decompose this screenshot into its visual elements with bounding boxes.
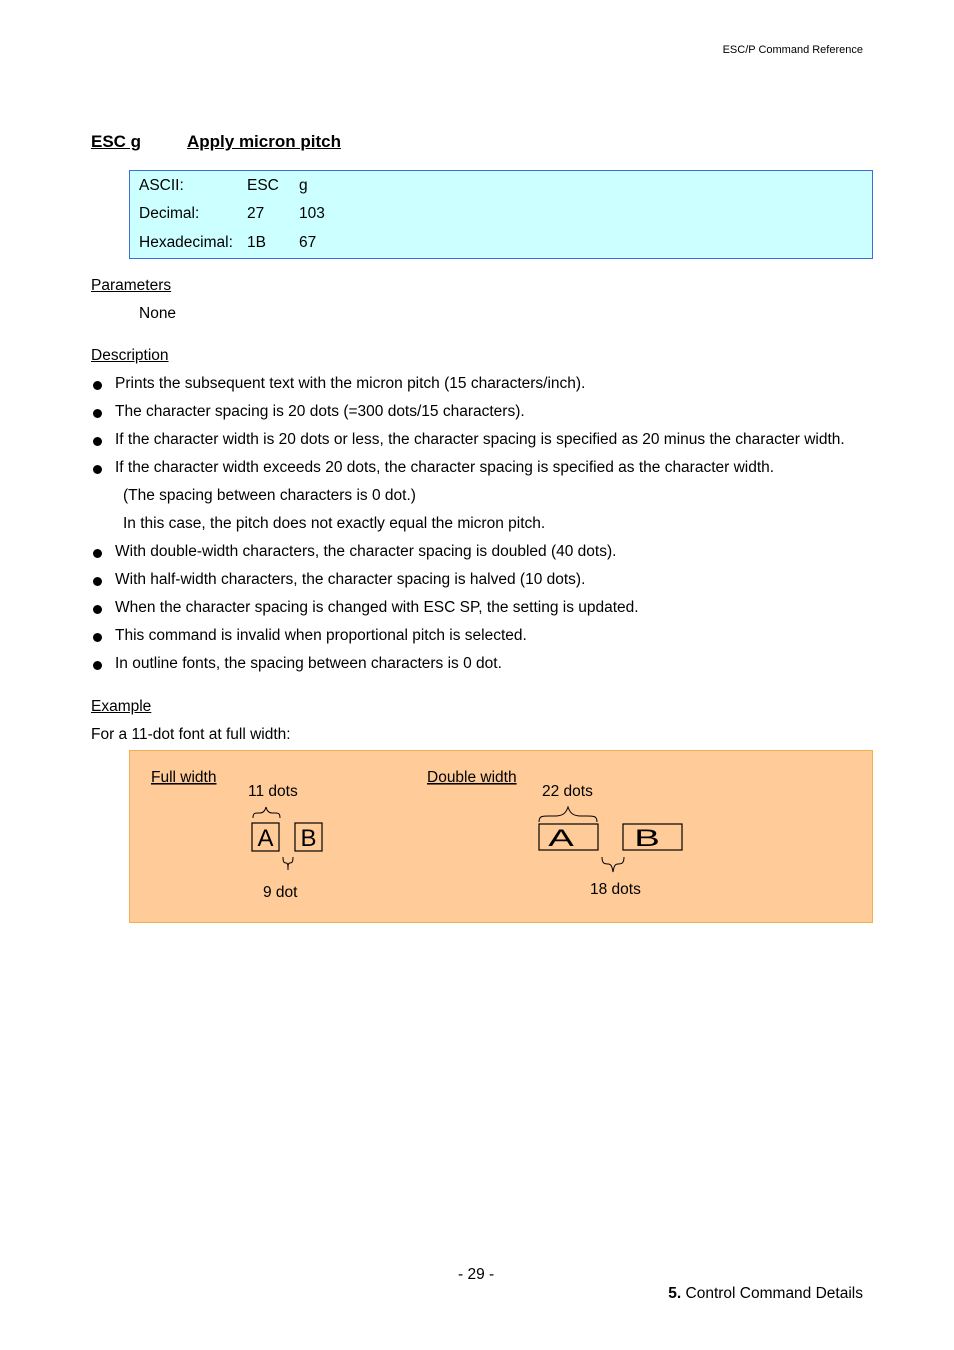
bullet-icon xyxy=(93,409,102,418)
brace-shape xyxy=(253,807,280,818)
char-b: B xyxy=(634,824,660,852)
bullet-icon xyxy=(93,465,102,474)
char-a: A xyxy=(257,825,274,852)
code-table xyxy=(129,170,873,259)
brace-shape xyxy=(602,857,624,872)
brace-shape xyxy=(539,807,597,822)
note-line: In this case, the pitch does not exactly equal the micron pitch. xyxy=(123,515,546,532)
example-diagram-svg xyxy=(130,751,872,922)
page-number: - 29 - xyxy=(458,1266,495,1283)
command-title xyxy=(91,132,341,152)
double-width-dots-label: 22 dots xyxy=(542,783,593,800)
code-label: Hexadecimal: xyxy=(139,234,233,251)
bullet-icon xyxy=(93,437,102,446)
footer-section xyxy=(668,1285,863,1303)
example-heading: Example xyxy=(91,698,152,715)
code-label: ASCII: xyxy=(139,177,184,194)
description-heading: Description xyxy=(91,347,169,364)
code-value-1: 1B xyxy=(247,234,266,251)
double-width-label: Double width xyxy=(427,769,517,786)
section-title: Control Command Details xyxy=(685,1285,863,1302)
example-diagram xyxy=(129,750,873,923)
full-width-dots-label: 11 dots xyxy=(248,783,298,800)
bullet-icon xyxy=(93,661,102,670)
example-intro: For a 11-dot font at full width: xyxy=(91,726,291,743)
bullet-icon xyxy=(93,633,102,642)
note-line: (The spacing between characters is 0 dot.) xyxy=(123,487,416,504)
command-code: ESC g xyxy=(91,132,142,151)
parameters-value: None xyxy=(139,305,177,322)
running-header: ESC/P Command Reference xyxy=(722,44,863,56)
brace-shape xyxy=(283,857,293,870)
bullet-icon xyxy=(93,381,102,390)
full-width-gap-label: 9 dot xyxy=(263,884,298,901)
bullet-icon xyxy=(93,549,102,558)
bullet-icon xyxy=(93,577,102,586)
code-value-2: 67 xyxy=(299,234,317,251)
code-value-1: 27 xyxy=(247,205,265,222)
parameters-heading: Parameters xyxy=(91,277,172,294)
code-value-2: g xyxy=(299,177,308,194)
bullet-icon xyxy=(93,605,102,614)
section-number: 5. xyxy=(668,1285,682,1302)
code-label: Decimal: xyxy=(139,205,200,222)
command-name: Apply micron pitch xyxy=(187,132,341,151)
full-width-label: Full width xyxy=(151,769,217,786)
double-width-gap-label: 18 dots xyxy=(590,881,641,898)
code-value-2: 103 xyxy=(299,205,325,222)
char-a: A xyxy=(548,824,574,852)
char-b: B xyxy=(300,825,317,852)
code-value-1: ESC xyxy=(247,177,279,194)
